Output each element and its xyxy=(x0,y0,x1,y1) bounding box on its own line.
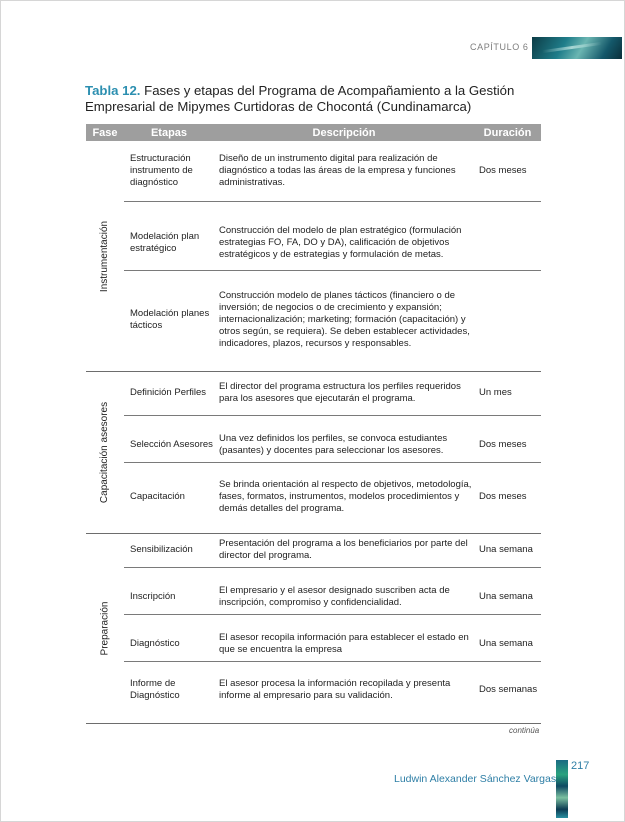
etapa-cell: Capacitación xyxy=(130,491,185,502)
phase-label: Instrumentación xyxy=(99,220,111,292)
table-row xyxy=(124,215,541,271)
header-etapas: Etapas xyxy=(150,126,188,139)
descripcion-cell: Construcción modelo de planes tácticos (financiero o de inversión; de negocios o de crecimiento y expansión; internacionalización; marketing; formación (capacitación) y otros según, se requiera). Se deben establecer actividades, indicadores, plazos, recursos y responsables. xyxy=(219,290,470,349)
duracion-cell: Dos meses xyxy=(479,491,527,502)
header-duracion: Duración xyxy=(483,126,532,139)
continua-note: continúa xyxy=(509,726,540,735)
table-row xyxy=(124,533,541,568)
etapa-cell: Sensibilización xyxy=(130,544,193,555)
descripcion-cell: Se brinda orientación al respecto de objetivos, metodología, fases, formatos, instrumentos, modelos procedimientos y demás detalles del programa. xyxy=(219,479,472,514)
phase-group-preparacion xyxy=(86,533,541,724)
header-fase: Fase xyxy=(92,126,118,139)
descripcion-cell: El asesor recopila información para establecer el estado en que se encuentra la empresa xyxy=(219,632,469,655)
descripcion-cell: El director del programa estructura los perfiles requeridos para los asesores que ejecutarán el programa. xyxy=(219,381,461,404)
chapter-label: CAPÍTULO 6 xyxy=(470,42,529,52)
phase-group-capacitacion-asesores xyxy=(86,371,541,534)
etapa-cell: Selección Asesores xyxy=(130,439,213,450)
phases-table xyxy=(86,124,541,701)
duracion-cell: Una semana xyxy=(479,591,533,602)
duracion-cell: Dos meses xyxy=(479,439,527,450)
duracion-cell: Dos semanas xyxy=(479,684,538,695)
etapa-cell: Modelación planes tácticos xyxy=(130,308,210,331)
descripcion-cell: Una vez definidos los perfiles, se convoca estudiantes (pasantes) y docentes para seleccionar los asesores. xyxy=(219,433,448,456)
etapa-cell: Estructuración instrumento de diagnóstico xyxy=(130,153,193,188)
author-name: Ludwin Alexander Sánchez Vargas xyxy=(394,773,557,785)
descripcion-cell: Presentación del programa a los beneficiarios por parte del director del programa. xyxy=(219,538,468,561)
etapa-cell: Informe de Diagnóstico xyxy=(130,678,180,701)
table-row xyxy=(124,428,541,463)
phase-label: Capacitación asesores xyxy=(99,401,111,503)
table-row xyxy=(124,580,541,615)
duracion-cell: Una semana xyxy=(479,638,533,649)
duracion-cell xyxy=(479,285,541,355)
table-row xyxy=(124,285,541,355)
table-title xyxy=(85,83,555,115)
table-row xyxy=(124,673,541,707)
duracion-cell xyxy=(479,215,541,270)
table-header xyxy=(86,124,541,141)
phase-label: Preparación xyxy=(99,601,111,655)
table-title-text: Fases y etapas del Programa de Acompañamiento a la Gestión Empresarial de Mipymes Curtidoras de Chocontá (Cundinamarca) xyxy=(85,83,515,114)
descripcion-cell: Construcción del modelo de plan estratégico (formulación estrategias FO, FA, DO y DA), calificación de objetivos estratégicos y de estrategias y formulación de metas. xyxy=(219,224,462,260)
etapa-cell: Definición Perfiles xyxy=(130,387,207,398)
descripcion-cell: El empresario y el asesor designado suscriben acta de inscripción, compromiso y confidencialidad. xyxy=(219,585,450,608)
phase-group-instrumentacion xyxy=(86,141,541,372)
table-number: Tabla 12. xyxy=(85,83,141,98)
descripcion-cell: El asesor procesa la información recopilada y presenta informe al empresario para su validación. xyxy=(219,678,451,701)
duracion-cell: Un mes xyxy=(479,387,512,398)
etapa-cell: Modelación plan estratégico xyxy=(130,230,200,254)
decorative-strip xyxy=(556,760,568,818)
table-row xyxy=(124,476,541,518)
duracion-cell: Una semana xyxy=(479,544,533,555)
table-row xyxy=(124,627,541,662)
page-number: 217 xyxy=(571,760,590,772)
table-row xyxy=(124,371,541,416)
duracion-cell: Dos meses xyxy=(479,165,527,176)
table-row xyxy=(124,141,541,202)
descripcion-cell: Diseño de un instrumento digital para realización de diagnóstico a todas las áreas de la empresa y funciones administrativas. xyxy=(219,153,456,188)
etapa-cell: Diagnóstico xyxy=(130,638,180,649)
header-descripcion: Descripción xyxy=(312,126,376,139)
chapter-header-image xyxy=(532,37,622,59)
etapa-cell: Inscripción xyxy=(130,591,176,602)
